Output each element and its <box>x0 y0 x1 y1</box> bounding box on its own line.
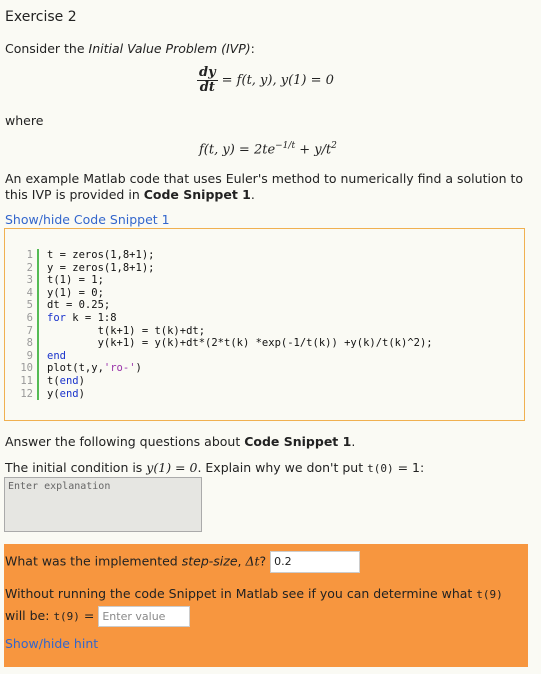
line-number: 2 <box>26 261 33 274</box>
exercise-title: Exercise 2 <box>5 9 77 25</box>
ivp-equation <box>197 66 334 95</box>
toggle-code-snippet-link[interactable]: Show/hide Code Snippet 1 <box>5 212 170 227</box>
o1-text2: , <box>237 553 246 569</box>
q1-bold: Code Snippet 1 <box>244 434 352 449</box>
line-number: 10 <box>20 362 33 375</box>
q2-math: y(1) = 0 <box>146 460 198 475</box>
code-line: y(k+1) = y(k)+dt*(2*t(k) *exp(-1/t(k)) +y(k)/t(k)^2); <box>47 337 433 350</box>
code-line: end <box>47 349 66 362</box>
code-line: y = zeros(1,8+1); <box>47 261 155 274</box>
q2-code: t(0) <box>367 462 394 475</box>
code-line: for k = 1:8 <box>47 311 117 324</box>
line-number: 9 <box>26 349 33 362</box>
intro-prefix: Consider the <box>5 41 89 56</box>
code-line: y(end) <box>47 387 85 400</box>
t9-value-input[interactable]: Enter value <box>98 606 190 627</box>
code-line: t = zeros(1,8+1); <box>47 249 155 261</box>
line-number: 1 <box>26 249 33 261</box>
line-number: 6 <box>26 311 33 324</box>
initial-condition-question <box>5 460 424 475</box>
toggle-hint-link[interactable]: Show/hide hint <box>5 636 99 651</box>
ivp-rhs: = f(t, y), y(1) = 0 <box>221 73 334 88</box>
para-bold: Code Snippet 1 <box>143 187 251 202</box>
o1-italic: step-size <box>181 553 238 569</box>
q2-text1: The initial condition is <box>5 460 147 475</box>
f-exp2: 2 <box>331 141 337 151</box>
hint-toggle-wrapper <box>5 636 98 651</box>
line-number: 3 <box>26 274 33 287</box>
derivative-fraction <box>197 66 218 95</box>
line-number: 12 <box>20 387 33 400</box>
f-exp: −1/t <box>275 141 296 151</box>
intro-suffix: : <box>250 41 255 56</box>
o2-text3: = <box>79 608 99 623</box>
q1-suffix: . <box>351 434 356 449</box>
q2-text3: = 1: <box>393 460 425 475</box>
q1-text: Answer the following questions about <box>5 434 245 449</box>
frac-denominator: dt <box>199 80 215 95</box>
code-line: y(1) = 0; <box>47 286 104 299</box>
para-text1: An example Matlab code that uses Euler's method to numerically find a solution to this IVP is provided in <box>5 171 524 202</box>
where-label: where <box>5 113 44 128</box>
t9-question <box>5 583 527 627</box>
o1-math: Δt <box>245 553 260 569</box>
line-number-gutter <box>15 249 39 400</box>
f-rhs: + y/t <box>295 142 332 158</box>
code-line: dt = 0.25; <box>47 299 111 312</box>
intro-italic: Initial Value Problem (IVP) <box>88 41 251 56</box>
o2-code2: t(9) <box>53 610 80 623</box>
code-line: t(end) <box>47 374 85 387</box>
f-lhs: f(t, y) = 2te <box>199 142 276 158</box>
step-size-input[interactable]: 0.2 <box>270 551 360 573</box>
o2-code1: t(9) <box>476 588 503 601</box>
questions-heading <box>5 434 355 449</box>
explanation-textarea[interactable]: Enter explanation <box>4 477 202 532</box>
o2-text1: Without running the code Snippet in Matlab see if you can determine what <box>5 586 477 601</box>
code-line: plot(t,y,'ro-') <box>47 362 142 375</box>
o1-text1: What was the implemented <box>5 553 182 569</box>
line-number: 5 <box>26 299 33 312</box>
line-number: 8 <box>26 337 33 350</box>
code-line: t(1) = 1; <box>47 274 104 287</box>
frac-numerator: dy <box>199 65 216 80</box>
code-snippet-box <box>4 228 525 421</box>
intro-text <box>5 41 255 56</box>
step-size-question <box>5 551 360 573</box>
o1-text3: ? <box>259 553 267 569</box>
description-paragraph <box>5 171 527 203</box>
o2-text2: will be: <box>5 608 54 623</box>
f-equation <box>199 141 337 157</box>
code-line: t(k+1) = t(k)+dt; <box>47 324 206 337</box>
code-block <box>47 249 433 400</box>
line-number: 4 <box>26 286 33 299</box>
para-text2: . <box>250 187 255 202</box>
line-number: 7 <box>26 324 33 337</box>
line-number: 11 <box>20 374 33 387</box>
q2-text2: . Explain why we don't put <box>197 460 368 475</box>
